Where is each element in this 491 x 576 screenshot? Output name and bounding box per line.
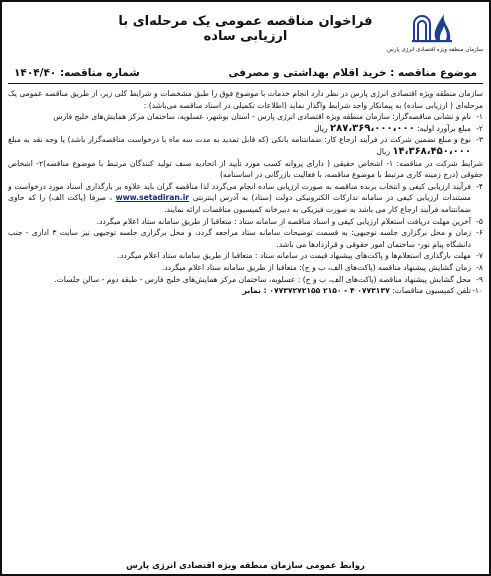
item-number: ۹- xyxy=(476,274,483,284)
item-8 xyxy=(8,262,483,274)
item-number: ۵- xyxy=(476,216,483,226)
item-number: ۴- xyxy=(476,181,483,191)
item-6 xyxy=(8,227,483,250)
item-number: ۲- xyxy=(476,123,483,133)
tender-number: شماره مناقصه: ۱۴۰۴/۴۰ xyxy=(14,67,140,79)
item-text: مهلت بارگذاری استعلام‌ها و پاکت‌های پیشنهاد قیمت در سامانه ستاد : متعاقبا از طریق سامانه ستاد اعلام میگردد. xyxy=(117,251,471,261)
page-title: فراخوان مناقصه عمومی یک مرحله‌ای با ارزیابی ساده xyxy=(118,14,373,44)
subject-row xyxy=(8,64,483,84)
phone-numbers: ۰۷۷۳۱۳۷ ۴ - ۲۱۵۰ ۰۷۷۳۷۲۷۲۱۵۵ : نمابر xyxy=(242,286,390,296)
header xyxy=(8,6,483,64)
logo-caption: سازمان منطقه ویژه اقتصادی انرژی پارس xyxy=(387,47,483,53)
evaluation-text: فرآیند ارزیابی کیفی و انتخاب برنده مناقصه به صورت ارزیابی ساده انجام می‌گردد لذا مناقصه گران باید علاوه بر بارگذاری اسناد مورد درخواست و مستندات ارزیابی کیفی در سامانه تدارکات الکترونیکی دولت (ستاد) به آدرس اینترنتی xyxy=(8,181,471,203)
subject-text: موضوع مناقصه : خرید اقلام بهداشتی و مصرفی xyxy=(228,67,477,79)
item-number: ۱- xyxy=(476,112,483,122)
item-number: ۸- xyxy=(476,262,483,272)
item-text xyxy=(8,134,471,157)
item-text: زمان گشایش پیشنهاد مناقصه (پاکت‌های الف، ب و ج): متعاقبا از طریق سامانه ستاد اعلام میگردد. xyxy=(161,262,471,272)
public-relations-signature: روابط عمومی سازمان منطقه ویژه اقتصادی انرژی پارس xyxy=(126,561,365,571)
guarantee-text: نوع و مبلغ تضمین شرکت در فرآیند ارجاع کار: ضمانتنامه بانکی (که قابل تمدید به مدت سه ماه با درخواست مناقصه‌گزار باشد) یا وجه نقد به مبلغ xyxy=(8,135,471,145)
currency-unit: ریال xyxy=(376,146,391,156)
logo xyxy=(387,6,483,53)
oil-ministry-logo-icon xyxy=(406,6,464,46)
item-number: ۱۰- xyxy=(472,286,483,296)
item-3 xyxy=(8,134,483,157)
item-9 xyxy=(8,274,483,286)
item-5 xyxy=(8,216,483,228)
item-text: نام و نشانی مناقصه‌گزار: سازمان منطقه ویژه اقتصادی انرژی پارس - استان بوشهر، عسلویه، ساختمان مرکز همایش‌های خلیج فارس xyxy=(53,112,471,122)
item-text: آخرین مهلت دریافت استعلام ارزیابی کیفی و اسناد مناقصه از سامانه ستاد : متعاقبا از طریق سامانه ستاد اعلام میگردد. xyxy=(96,216,471,226)
item-10 xyxy=(8,285,483,297)
item-text xyxy=(8,181,471,216)
participation-conditions: شرایط شرکت در مناقصه: ۱- اشخاص حقیقی ( دارای پروانه کسب مورد تأیید از اتحادیه صنف تولید کنندگان مرتبط با موضوع مناقصه)۲- اشخاص حقوقی (درج زمینه کاری مرتبط با موضوع مناقصه، با فعالیت بازرگانی در اساسنامه) xyxy=(8,158,483,180)
item-4 xyxy=(8,181,483,216)
item-number: ۷- xyxy=(476,251,483,261)
item-text xyxy=(8,123,471,135)
item-number: ۶- xyxy=(476,228,483,238)
intro-paragraph: سازمان منطقه ویژه اقتصادی انرژی پارس در نظر دارد انجام خدمات با موضوع فوق را طبق مشخصات و شرایط کلی زیر، از طریق مناقصه عمومی یک مرحله‌ای ( ارزیابی ساده) به پیمانکار واجد شرایط واگذار نماید (اطلاعات تکمیلی در اسناد مناقصه می‌باشد) : xyxy=(8,89,483,110)
estimate-label: مبلغ برآورد اولیه: xyxy=(417,123,471,133)
item-1 xyxy=(8,111,483,123)
item-2 xyxy=(8,123,483,135)
notice-body xyxy=(8,88,483,297)
evaluation-text-tail: ، صرفا (پاکت الف) را که حاوی ضمانتنامه فرآیند ارجاع کار می باشد به صورت فیزیکی به دبیرخانه کمیسیون مناقصات ارائه نمایند. xyxy=(8,193,471,214)
guarantee-amount: ۱۴،۳۶۸،۴۵۰،۰۰۰ xyxy=(392,145,471,157)
item-7 xyxy=(8,250,483,262)
item-text xyxy=(8,285,471,297)
phone-label: تلفن کمیسیون مناقصات: xyxy=(392,286,471,296)
currency-unit: ریال xyxy=(314,123,328,133)
setad-link[interactable]: www.setadiran.ir xyxy=(115,193,190,203)
item-text: محل گشایش پیشنهاد مناقصه (پاکت‌های الف، ب و ج) : عسلویه، ساختمان مرکز همایش‌های خلیج فارس - طبقه دوم - سالن جلسات. xyxy=(54,274,471,284)
item-text: زمان و محل برگزاری جلسه توجیهی: به قسمت توضیحات سامانه ستاد مراجعه گردد، و محل برگزاری جلسه توجیهی نیز سایت ۳ اداری - جنب دانشگاه پیام نور- ساختمان امور حقوقی و قراردادها می باشد. xyxy=(8,228,471,249)
estimate-amount: ۲۸۷،۳۶۹،۰۰۰،۰۰۰ xyxy=(330,122,415,134)
item-number: ۳- xyxy=(476,135,483,145)
